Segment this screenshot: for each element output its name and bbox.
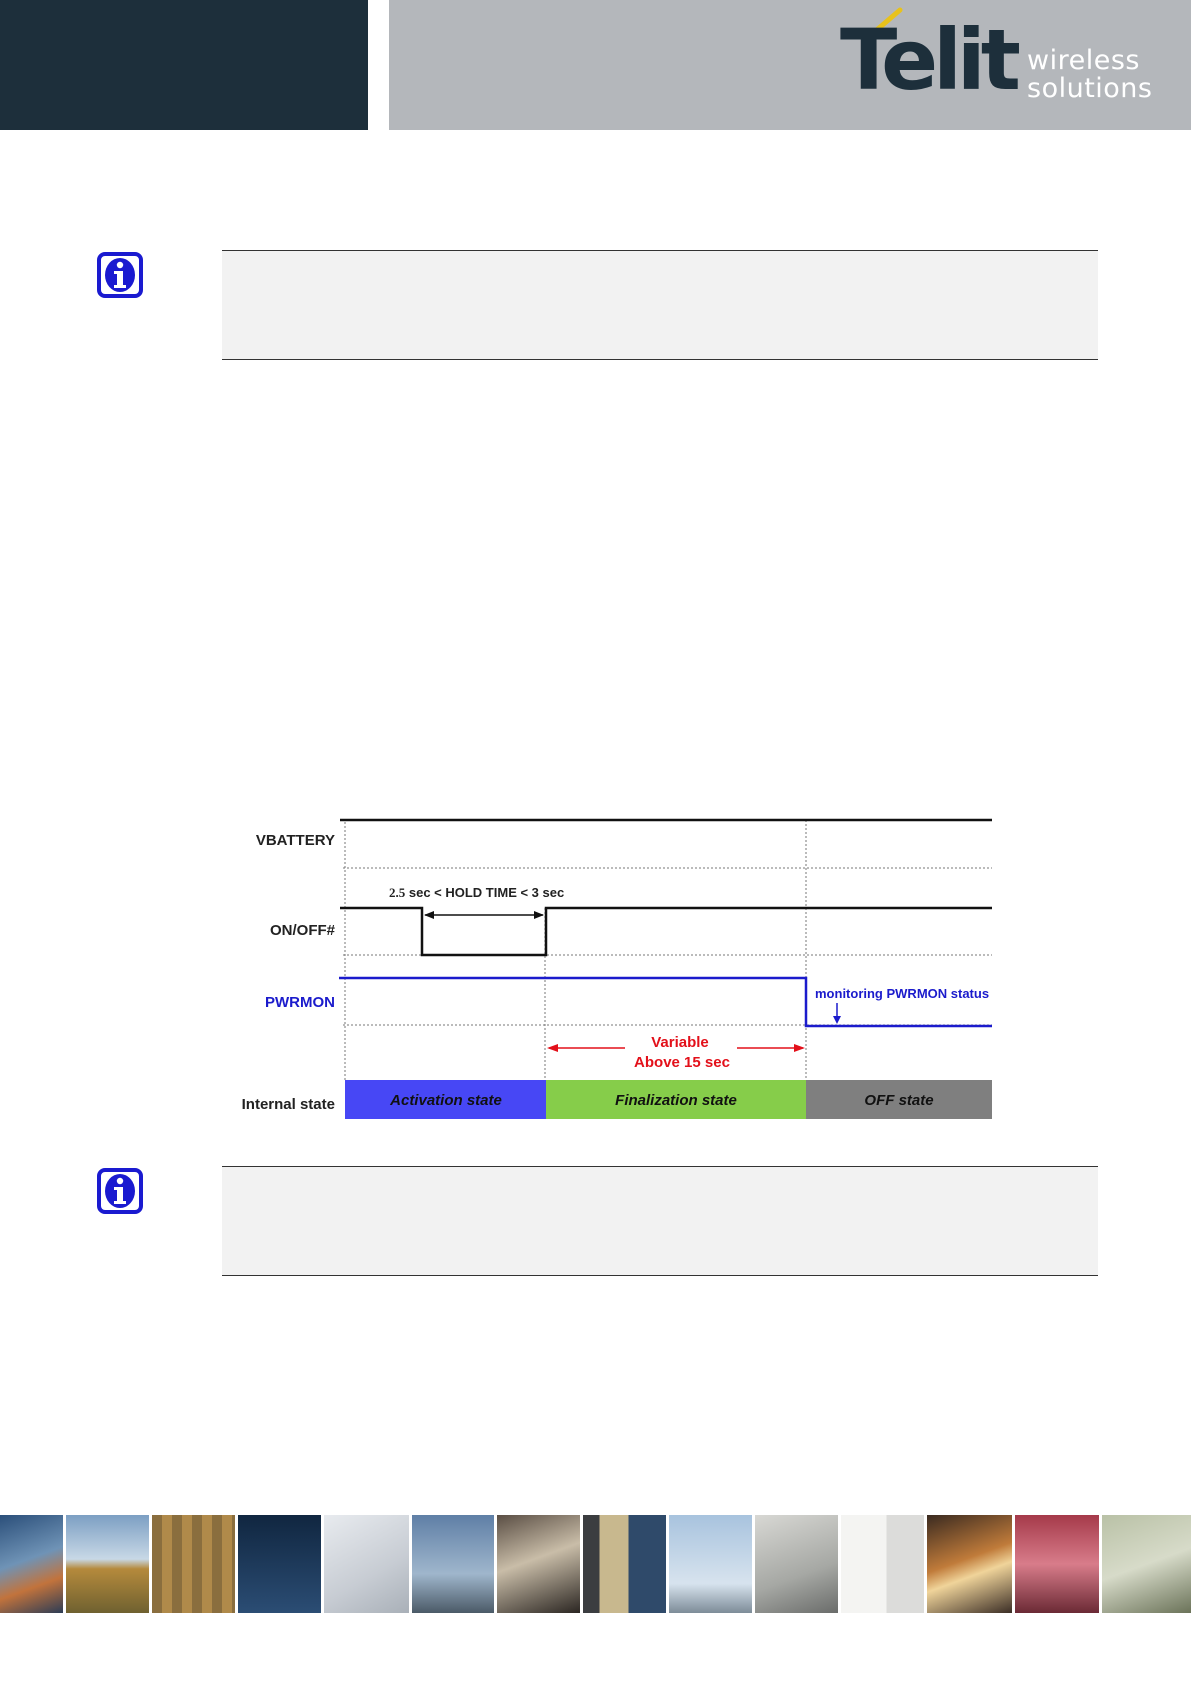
cctv-camera-photo [1102,1515,1191,1613]
power-off-timing-diagram [225,810,1005,1128]
vbattery-label: VBATTERY [255,832,335,849]
hold-time-label [389,885,564,900]
internal-state-label: Internal state [241,1096,335,1113]
pwrmon-label: PWRMON [265,994,335,1011]
logo-tagline [1027,47,1153,103]
variable-duration: Above 15 sec [634,1054,730,1071]
footer-photo-strip [0,1515,1191,1613]
pallet-photo [1015,1515,1099,1613]
meter-photo [755,1515,838,1613]
variable-arrowhead-right [794,1044,805,1052]
variable-label: Variable [651,1034,709,1051]
hold-time-text: sec < HOLD TIME < 3 sec [405,885,565,900]
activation-state-label: Activation state [390,1092,502,1109]
tagline-line-2: solutions [1027,73,1153,104]
hold-time-arrowhead-left [424,911,434,919]
onoff-label: ON/OFF# [269,922,335,939]
metro-photo [927,1515,1012,1613]
off-state-label: OFF state [864,1092,934,1109]
monitoring-label: monitoring PWRMON status [815,986,990,1001]
hold-time-prefix: 2.5 [389,885,406,900]
note-box-2 [222,1166,1098,1276]
motorbike-photo [412,1515,494,1613]
keyboard-photo [324,1515,409,1613]
card-reader-photo [497,1515,580,1613]
header-dark-panel [0,0,368,130]
telit-logo: Telit [840,11,1016,109]
finalization-state-label: Finalization state [615,1092,737,1109]
monitoring-arrowhead [833,1016,841,1024]
wall-corner-photo [841,1515,924,1613]
phone-booth-photo [66,1515,149,1613]
info-icon [97,252,143,298]
info-icon [97,1168,143,1214]
variable-arrowhead-left [547,1044,558,1052]
rail-cars-photo [152,1515,235,1613]
tagline-line-1: wireless [1027,45,1140,76]
led-clock-photo [238,1515,321,1613]
note-box-1 [222,250,1098,360]
vending-machine-photo [583,1515,666,1613]
hold-time-arrowhead-right [534,911,544,919]
highway-photo [0,1515,63,1613]
wind-turbines-photo [669,1515,752,1613]
